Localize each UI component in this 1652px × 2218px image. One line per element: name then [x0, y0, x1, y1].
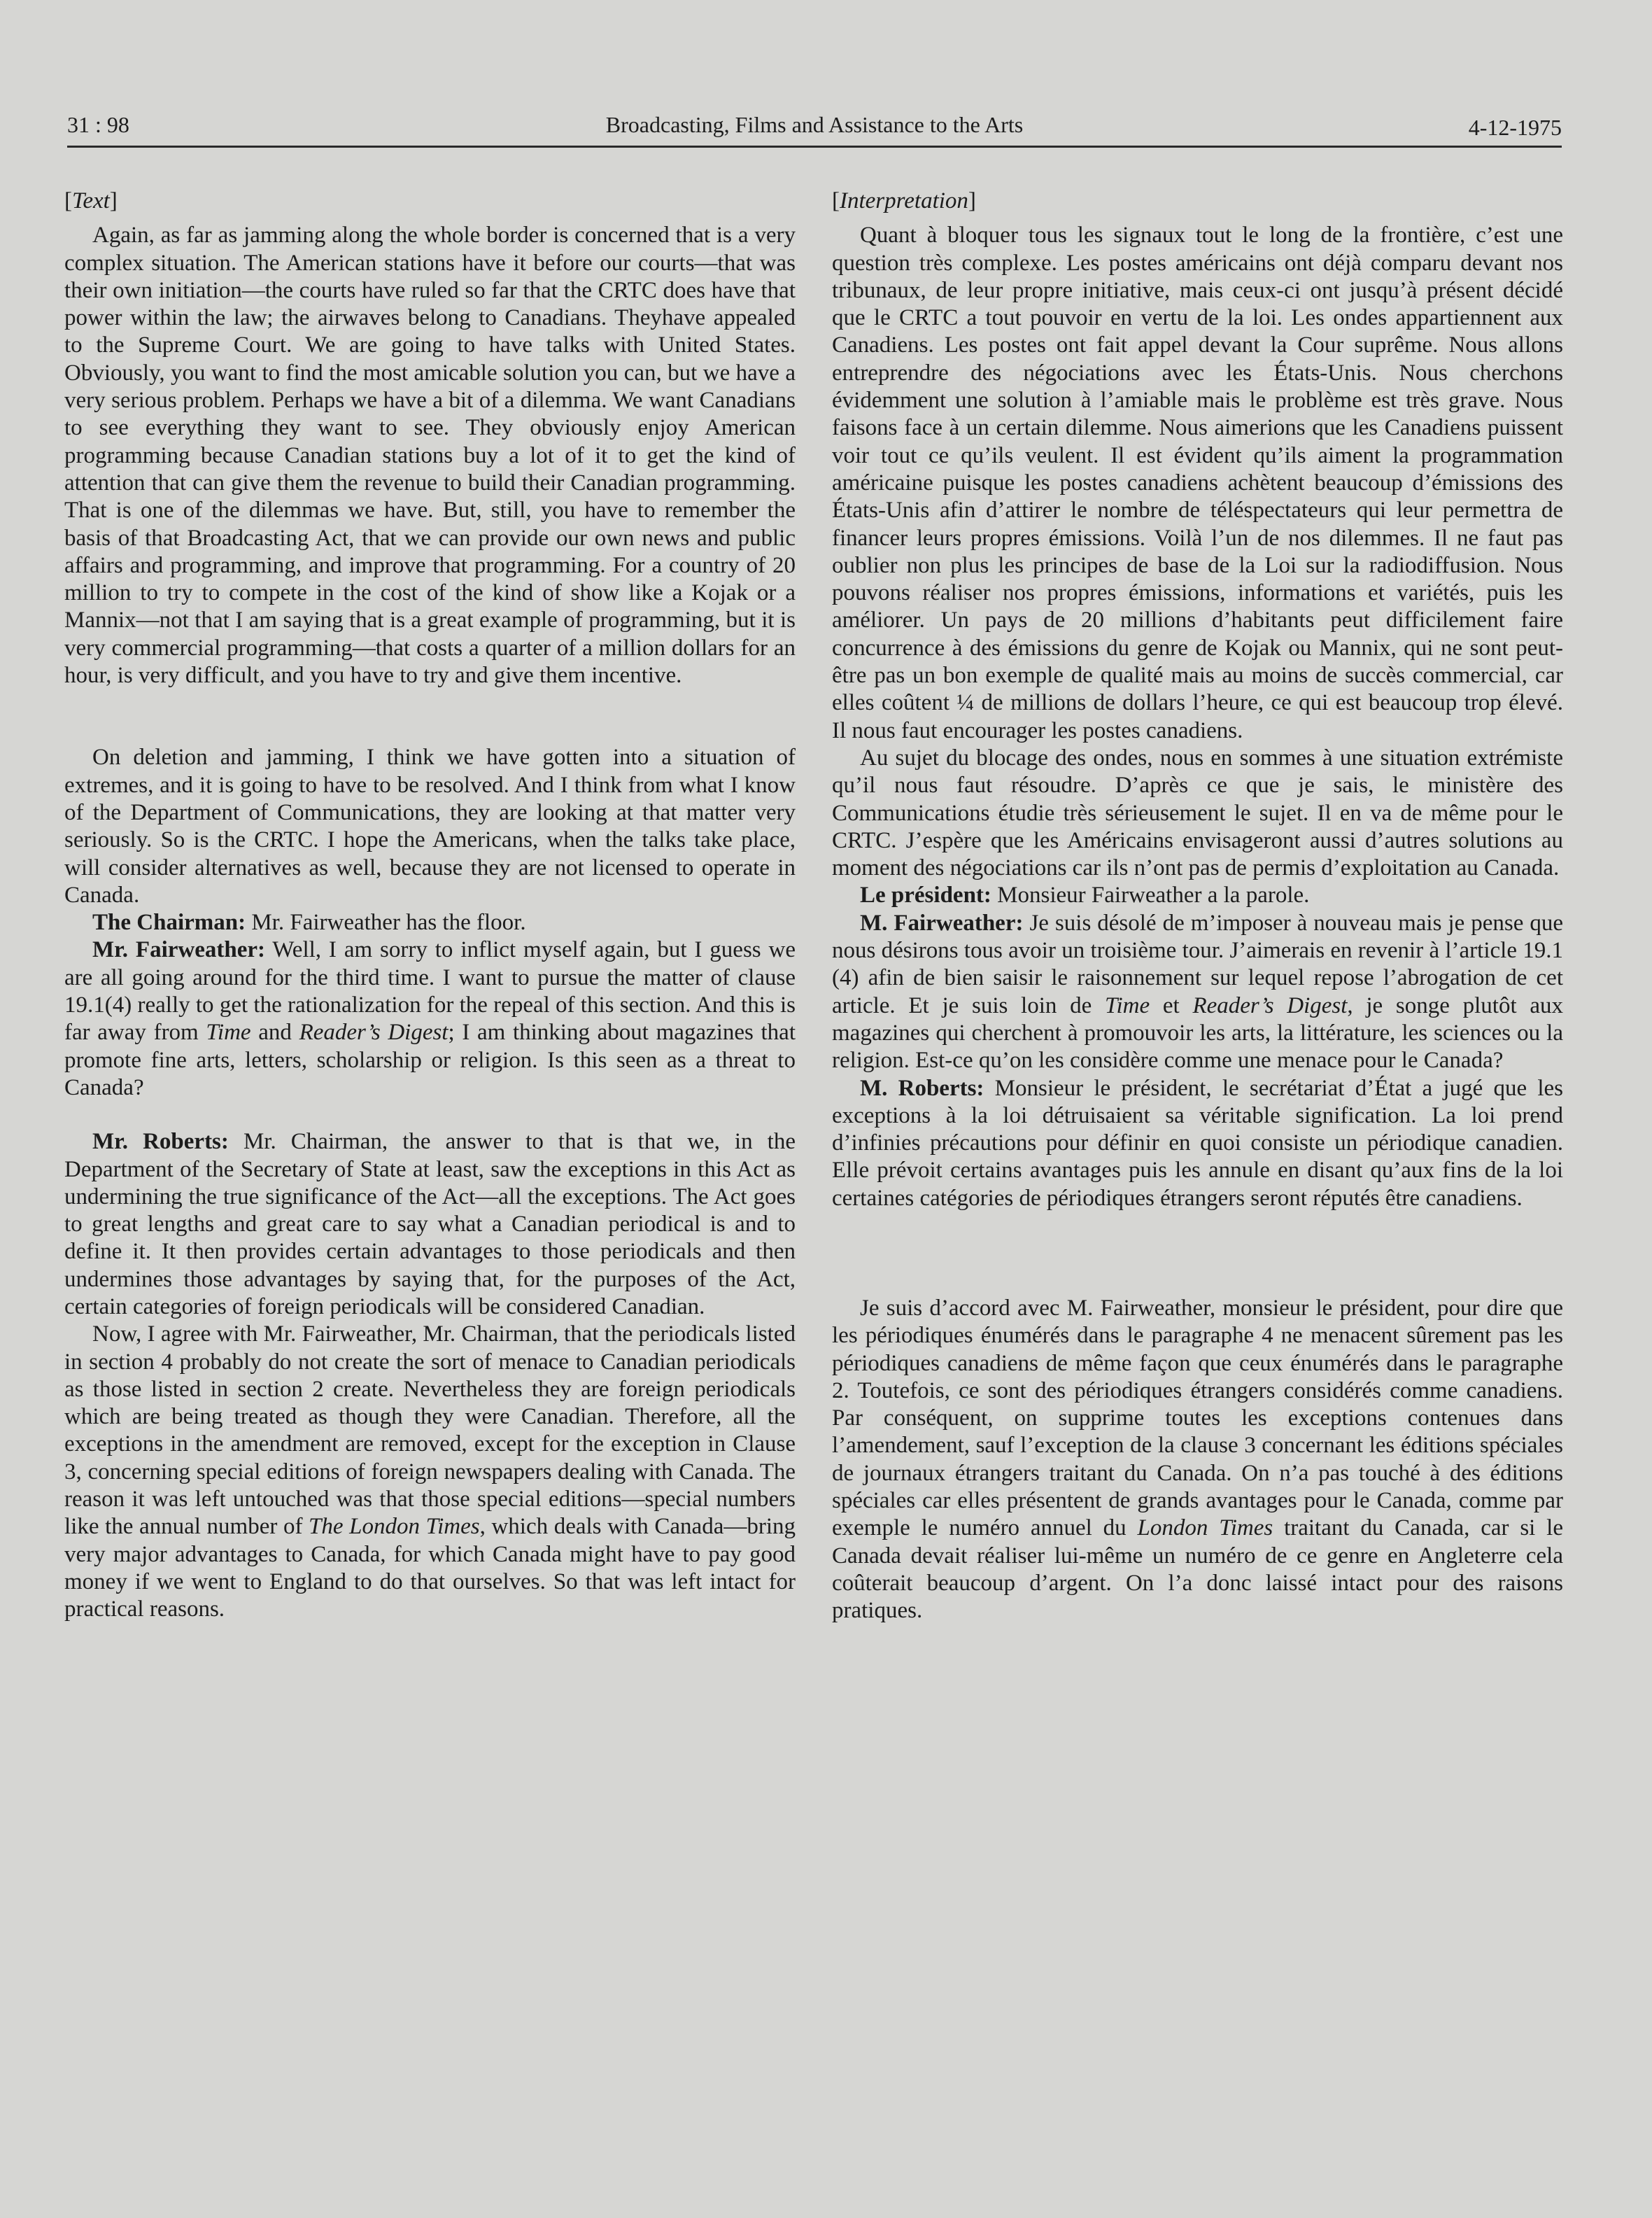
header-rule	[67, 146, 1562, 148]
paragraph: Again, as far as jamming along the whole border is concerned that is a very complex situation. The American stations have it before our courts—that was their own initiation—the courts have ruled so far that the CRTC does have that power within the law; the airwaves belong to Canadians. Theyhave appealed to the Supreme Court. We are going to have talks with United States. Obviously, you want to find the most amicable solution you can, but we have a very serious problem. Perhaps we have a bit of a dilemma. We want Canadians to see everything they want to see. They obviously enjoy American programming because Canadian stations buy a lot of it to get the kind of attention that can give them the revenue to build their Canadian programming. That is one of the dilemmas we have. But, still, you have to remember the basis of that Broadcasting Act, that we can provide our own news and public affairs and programming, and improve that programming. For a country of 20 million to try to compete in the cost of the kind of show like a Kojak or a Mannix—not that I am saying that is a great example of programming, but it is very commercial programming—that costs a quarter of a million dollars for an hour, is very difficult, and you have to try and give them incentive.	[64, 223, 796, 689]
speaker-name: M. Roberts:	[860, 1075, 984, 1101]
speech-text: Monsieur Fairweather a la parole.	[991, 883, 1310, 908]
publication-title: Reader’s Digest	[299, 1020, 449, 1046]
publication-title: London Times	[1137, 1515, 1273, 1541]
page-date: 4-12-1975	[1468, 115, 1562, 140]
speech-text: Now, I agree with Mr. Fairweather, Mr. Chairman, that the periodicals listed in section 4 probably do not create the sort of menace to Canadian periodicals as those listed in section 2 create. Nevertheless they are foreign periodicals which are being treated as though they were Canadian. Therefore, all the exceptions in the amendment are removed, except for the exception in Clause 3, concerning special editions of foreign newspapers dealing with Canada. The reason it was left untouched was that those special editions—special numbers like the annual number of	[64, 1321, 796, 1540]
section-label-text: Text	[72, 188, 110, 213]
paragraph	[832, 1295, 1563, 1625]
speech-text: Je suis désolé de m’imposer à nouveau mais je pense que nous désirons tous avoir un troisième tour. J’aimerais en revenir à l’article 19.1 (4) afin de bien saisir le raisonnement sur lequel repose l’abrogation de cet article. Et je suis loin de	[832, 910, 1563, 1018]
speaker-name: Mr. Roberts:	[92, 1129, 229, 1155]
speech-text: et	[1150, 992, 1193, 1018]
paragraph	[64, 1321, 796, 1623]
speech-text: , which deals with Canada—bring very major advantages to Canada, for which Canada might have to pay good money if we went to England to do that ourselves. So that was left intact for practical reasons.	[64, 1514, 796, 1622]
publication-title: The London Times	[309, 1514, 480, 1540]
publication-title: Time	[1104, 992, 1150, 1018]
speaker-name: The Chairman:	[92, 910, 246, 936]
speech-text: traitant du Canada, car si le Canada devait réaliser lui-même un numéro de ce genre en Angleterre cela coûterait beaucoup d’argent. On l’a donc laissé intact pour des raisons pratiques.	[832, 1515, 1563, 1624]
speech-text: Je suis d’accord avec M. Fairweather, monsieur le président, pour dire que les périodiques énumérés dans le paragraphe 4 ne menacent sûrement pas les périodiques canadiens de même façon que ceux énumérés dans le paragraphe 2. Toutefois, ce sont des périodiques étrangers considérés comme canadiens. Par conséquent, on supprime toutes les exceptions contenues dans l’amendement, sauf l’exception de la clause 3 concernant les éditions spéciales de journaux étrangers traitant du Canada. On n’a pas touché à des éditions spéciales car elles présentent de grands avantages pour le Canada, comme par exemple le numéro annuel du	[832, 1295, 1563, 1541]
paragraph	[832, 910, 1563, 1075]
speech-text: Well, I am sorry to inflict myself again, but I guess we are all going around for the third time. I want to pursue the matter of clause 19.1(4) really to get the rationalization for the repeal of this section. And this is far away from	[64, 937, 796, 1046]
speech-text: ; I am thinking about magazines that promote fine arts, letters, scholarship or religion. Is this seen as a threat to Canada?	[64, 1020, 796, 1100]
speaker-name: Le président:	[860, 883, 991, 908]
section-label: [Text]	[64, 188, 118, 213]
paragraph	[64, 936, 796, 1102]
speech-text: and	[250, 1020, 299, 1046]
publication-title: Reader’s Digest	[1192, 992, 1348, 1018]
page-reference: 31 : 98	[67, 112, 129, 137]
speaker-name: Mr. Fairweather:	[92, 937, 265, 963]
paragraph: On deletion and jamming, I think we have gotten into a situation of extremes, and it is going to have to be resolved. And I think from what I know of the Department of Communications, they are looking at that matter very seriously. So is the CRTC. I hope the Americans, when the talks take place, will consider alternatives as well, because they are not licensed to operate in Canada.	[64, 745, 796, 908]
paragraph: Quant à bloquer tous les signaux tout le long de la frontière, c’est une question très complexe. Les postes américains ont déjà comparu devant nos tribunaux, de leur propre initiative, mais ceux-ci ont jusqu’à présent décidé que le CRTC a tout pouvoir en vertu de la loi. Les ondes appartiennent aux Canadiens. Les postes ont fait appel devant la Cour suprême. Nous allons entreprendre des négociations avec les États-Unis. Nous cherchons évidemment une solution à l’amiable mais le problème est très grave. Nous faisons face à un certain dilemme. Nous aimerions que les Canadiens puissent voir tout ce qu’ils veulent. Il est évident qu’ils aiment la programmation américaine puisque les postes canadiens achètent beaucoup d’émissions des États-Unis afin d’attirer le nombre de téléspectateurs qui leur permettra de financer leurs propres émissions. Voilà l’un de nos dilemmes. Il ne faut pas oublier non plus les principes de base de la Loi sur la radiodiffusion. Nous pouvons réaliser nos propres émissions, informations et variétés, puis les améliorer. Un pays de 20 millions d’habitants peut difficilement faire concurrence à des émissions du genre de Kojak ou Mannix, qui ne sont peut-être pas un bon exemple de qualité mais au moins de succès commercial, car elles coûtent ¼ de millions de dollars l’heure, ce qui est beaucoup trop élevé. Il nous faut encourager les postes canadiens.	[832, 223, 1563, 743]
speech-text: Mr. Fairweather has the floor.	[246, 910, 526, 936]
publication-title: Time	[206, 1020, 251, 1046]
section-label: [Interpretation]	[832, 188, 976, 213]
paragraph	[832, 1075, 1563, 1212]
speaker-name: M. Fairweather:	[860, 910, 1024, 936]
english-column	[64, 188, 796, 1624]
paragraph	[64, 1128, 796, 1321]
paragraph: Au sujet du blocage des ondes, nous en sommes à une situation extrémiste qu’il nous faut résoudre. D’après ce que je sais, le ministère des Communications étudie très sérieusement le sujet. Il en va de même pour le CRTC. J’espère que les Américains envisageront aussi d’autres solutions au moment des négociations car ils n’ont pas de permis d’exploitation au Canada.	[832, 745, 1563, 881]
speech-text: Mr. Chairman, the answer to that is that we, in the Department of the Secretary of State at least, saw the exceptions in this Act as undermining the true significance of the Act—all the exceptions. The Act goes to great lengths and great care to say what a Canadian periodical is and to define it. It then provides certain advantages to those periodicals and then undermines those advantages by saying that, for the purposes of the Act, certain categories of foreign periodicals will be considered Canadian.	[64, 1129, 796, 1319]
speech-text: , je songe plutôt aux magazines qui cherchent à promouvoir les arts, la littérature, les sciences ou la religion. Est-ce qu’on les considère comme une menace pour le Canada?	[832, 992, 1563, 1074]
section-label-text: Interpretation	[840, 188, 968, 213]
french-column	[832, 188, 1563, 1625]
running-title: Broadcasting, Films and Assistance to the Arts	[605, 112, 1024, 137]
speech-text: Monsieur le président, le secrétariat d’État a jugé que les exceptions à la loi détruisaient sa véritable signification. La loi prend d’infinies précautions pour définir en quoi consiste un périodique canadien. Elle prévoit certains avantages puis les annule en disant qu’aux fins de la loi certaines catégories de périodiques étrangers seront réputés être canadiens.	[832, 1075, 1564, 1211]
paragraph	[832, 882, 1563, 909]
page-header	[67, 106, 1562, 146]
paragraph	[64, 909, 796, 936]
